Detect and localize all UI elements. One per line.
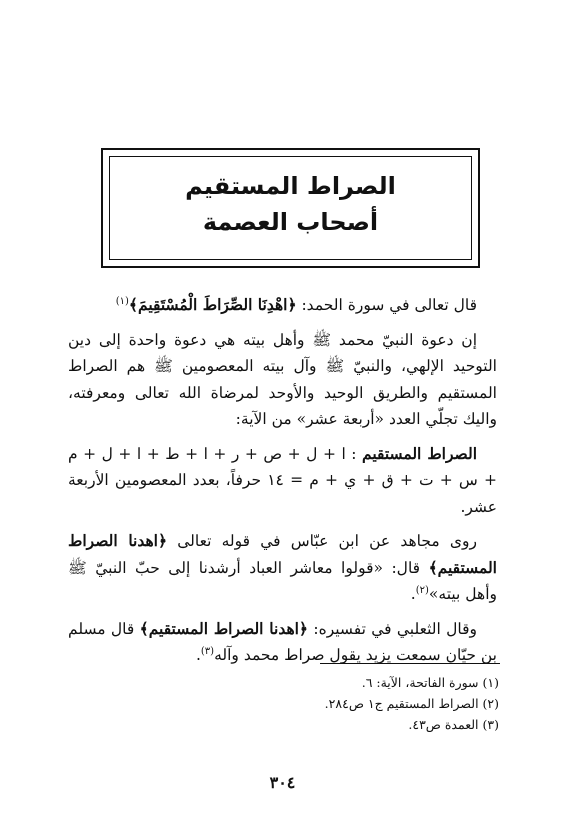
paragraph-4-text-1: روى مجاهد عن ابن عبّاس في قوله تعالى xyxy=(167,532,477,550)
quran-verse-1: ﴿اهْدِنَا الصِّرَاطَ الْمُسْتَقِيمَ﴾ xyxy=(128,295,297,314)
paragraph-3-label: الصراط المستقيم xyxy=(362,443,478,463)
paragraph-3 xyxy=(68,441,497,521)
page-number: ٣٠٤ xyxy=(269,773,296,792)
title-box xyxy=(101,148,480,268)
footnotes xyxy=(79,672,499,735)
paragraph-5-text-1: وقال الثعلبي في تفسيره: xyxy=(308,619,477,638)
footnote-2: (٢) الصراط المستقيم ج١ ص٢٨٤. xyxy=(324,696,499,711)
title-line-1: الصراط المستقيم xyxy=(185,172,396,200)
paragraph-4-text-2: قال: «قولوا معاشر العباد أرشدنا إلى حبّ النبيّ ﷺ وأهل بيته» xyxy=(68,558,497,603)
paragraph-2: إن دعوة النبيّ محمد ﷺ وأهل بيته هي دعوة واحدة إلى دين التوحيد الإلهي، والنبيّ ﷺ وآل بيته المعصومين ﷺ هم الصراط المستقيم والطريق الوحيد والأوحد لمرضاة الله تعالى ومعرفته، واليك تجلّي العدد «أربعة عشر» من الآية: xyxy=(68,330,497,428)
footnote-ref-2: (٢) xyxy=(415,584,429,596)
body-text xyxy=(68,292,497,669)
paragraph-3-text: : ا + ل + ص + ر + ا + ط + ا + ل + م + س + ت + ق + ي + م = ١٤ حرفاً، بعدد المعصومين الأربعة عشر. xyxy=(68,444,498,516)
paragraph-4 xyxy=(68,528,497,608)
paragraph-5-text-2: قال مسلم بن حيّان سمعت يزيد يقول صراط محمد وآله xyxy=(68,619,497,664)
quran-verse-2: ﴿اهدنا الصراط المستقيم﴾ xyxy=(68,531,497,577)
paragraph-5-end: . xyxy=(195,646,201,664)
paragraph-5 xyxy=(68,616,497,669)
title-line-2: أصحاب العصمة xyxy=(202,208,379,236)
paragraph-1-text: قال تعالى في سورة الحمد: xyxy=(296,296,477,314)
paragraph-1 xyxy=(68,292,497,319)
footnote-ref-1: (١) xyxy=(115,295,129,307)
quran-verse-3: ﴿اهدنا الصراط المستقيم﴾ xyxy=(139,618,309,638)
footnote-1: (١) سورة الفاتحة، الآية: ٦. xyxy=(361,675,499,690)
footnote-ref-3: (٣) xyxy=(200,645,215,657)
footnote-3: (٣) العمدة ص٤٣. xyxy=(408,717,499,732)
paragraph-4-end: . xyxy=(410,585,416,603)
footnote-divider xyxy=(320,663,500,664)
